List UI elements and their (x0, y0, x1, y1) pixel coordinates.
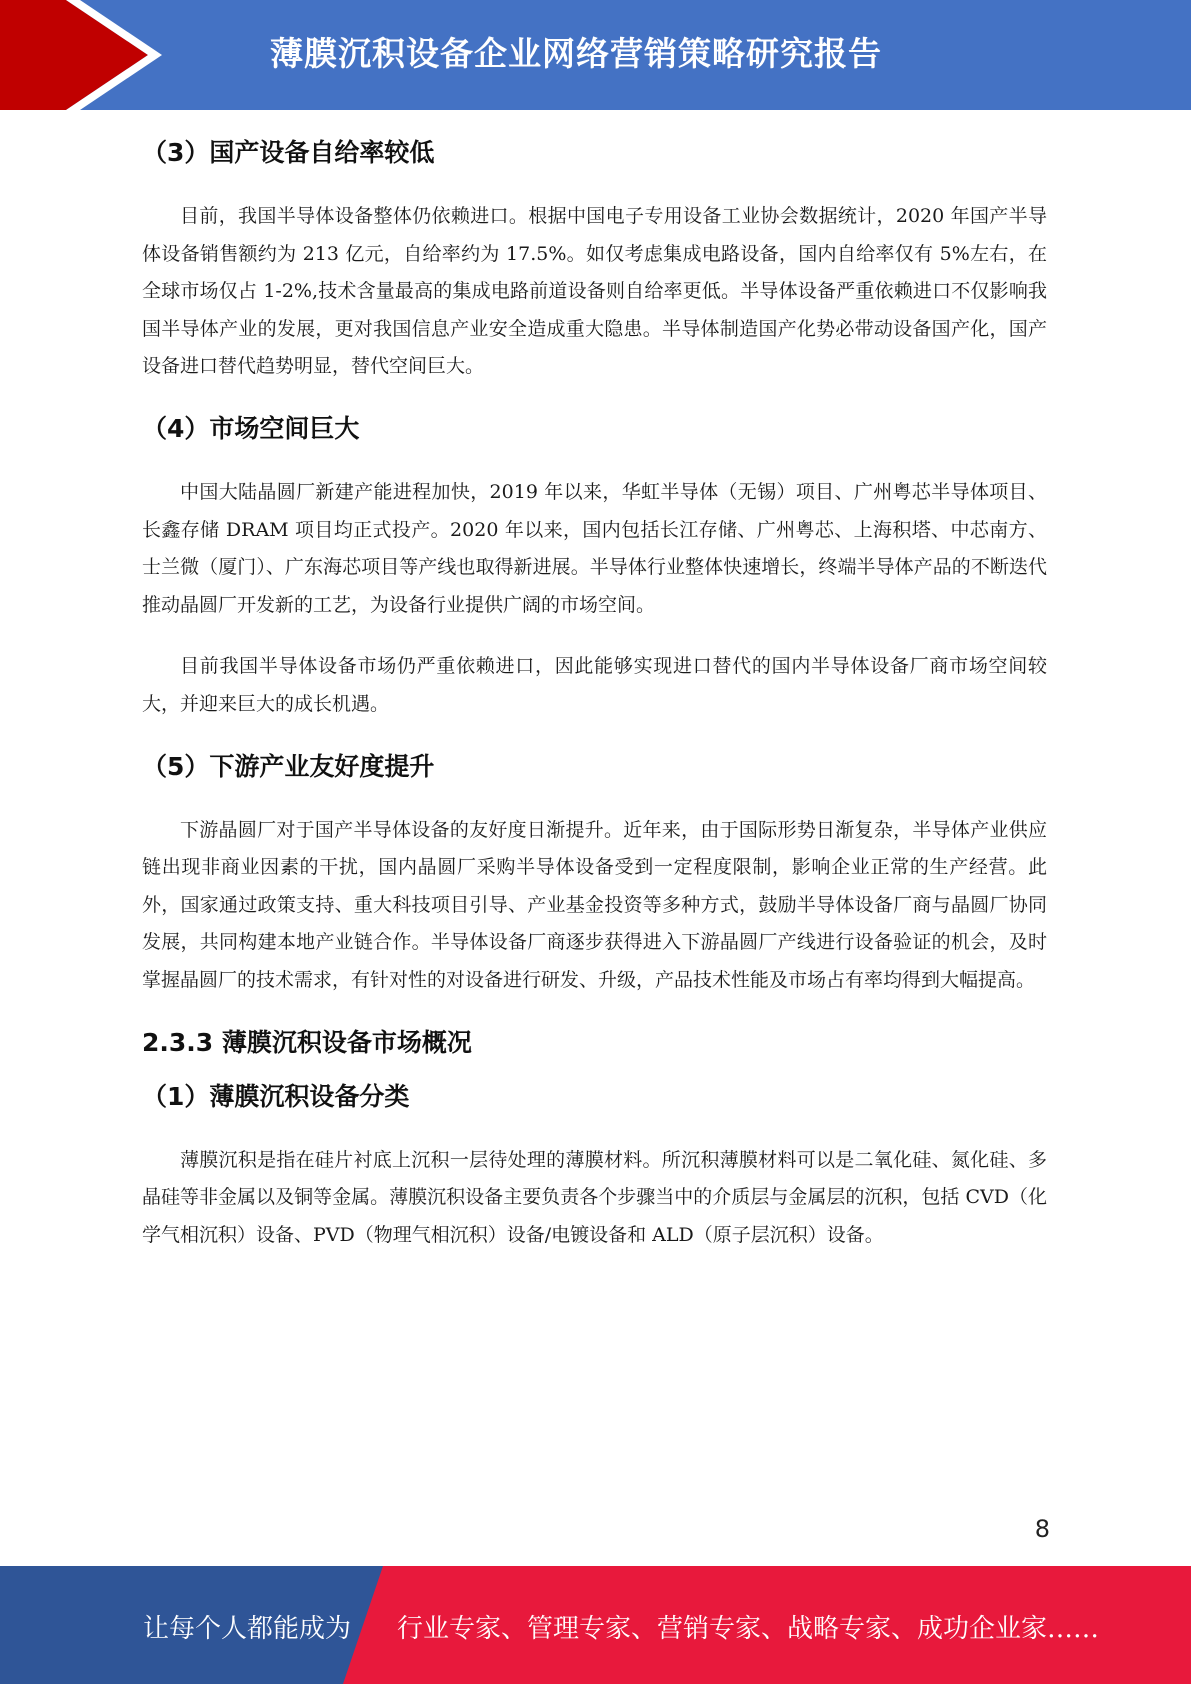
page-number: 8 (1034, 1515, 1050, 1543)
heading-5-downstream: （5）下游产业友好度提升 (142, 751, 435, 781)
paragraph: 下游晶圆厂对于国产半导体设备的友好度日渐提升。近年来，由于国际形势日渐复杂，半导体产业供应链出现非商业因素的干扰，国内晶圆厂采购半导体设备受到一定程度限制，影响企业正常的生产经营。此外，国家通过政策支持、重大科技项目引导、产业基金投资等多种方式，鼓励半导体设备厂商与晶圆厂协同发展，共同构建本地产业链合作。半导体设备厂商逐步获得进入下游晶圆厂产线进行设备验证的机会，及时掌握晶圆厂的技术需求，有针对性的对设备进行研发、升级，产品技术性能及市场占有率均得到大幅提高。 (142, 818, 1047, 991)
section-heading-2-3-3: 2.3.3 薄膜沉积设备市场概况 (142, 1027, 472, 1057)
header-chevron-red (0, 0, 148, 110)
page-content (142, 118, 1047, 1278)
footer-slogan-left: 让每个人都能成为 (143, 1614, 352, 1644)
footer-slogan-right: 行业专家、管理专家、营销专家、战略专家、成功企业家…… (397, 1614, 1100, 1644)
heading-1-classification: （1）薄膜沉积设备分类 (142, 1081, 410, 1111)
paragraph: 目前，我国半导体设备整体仍依赖进口。根据中国电子专用设备工业协会数据统计，2020 年国产半导体设备销售额约为 213 亿元，自给率约为 17.5%。如仅考虑集成电路设备，国内自给率仅有 5%左右，在全球市场仅占 1-2%,技术含量最高的集成电路前道设备则自给率更低。半导体设备严重依赖进口不仅影响我国半导体产业的发展，更对我国信息产业安全造成重大隐患。半导体制造国产化势必带动设备国产化，国产设备进口替代趋势明显，替代空间巨大。 (142, 205, 1047, 378)
paragraph: 薄膜沉积是指在硅片衬底上沉积一层待处理的薄膜材料。所沉积薄膜材料可以是二氧化硅、氮化硅、多晶硅等非金属以及铜等金属。薄膜沉积设备主要负责各个步骤当中的介质层与金属层的沉积，包括 CVD（化学气相沉积）设备、PVD（物理气相沉积）设备/电镀设备和 ALD（原子层沉积）设备。 (142, 1148, 1047, 1246)
heading-3-self-sufficiency: （3）国产设备自给率较低 (142, 138, 435, 167)
paragraph: 中国大陆晶圆厂新建产能进程加快，2019 年以来，华虹半导体（无锡）项目、广州粤芯半导体项目、长鑫存储 DRAM 项目均正式投产。2020 年以来，国内包括长江存储、广州粤芯、上海积塔、中芯南方、士兰微（厦门）、广东海芯项目等产线也取得新进展。半导体行业整体快速增长，终端半导体产品的不断迭代推动晶圆厂开发新的工艺，为设备行业提供广阔的市场空间。 (142, 480, 1047, 616)
page-header (0, 0, 1191, 110)
paragraph: 目前我国半导体设备市场仍严重依赖进口，因此能够实现进口替代的国内半导体设备厂商市场空间较大，并迎来巨大的成长机遇。 (142, 655, 1047, 715)
page-footer (0, 1566, 1191, 1684)
heading-4-market-space: （4）市场空间巨大 (142, 413, 360, 443)
report-title: 薄膜沉积设备企业网络营销策略研究报告 (270, 34, 882, 73)
